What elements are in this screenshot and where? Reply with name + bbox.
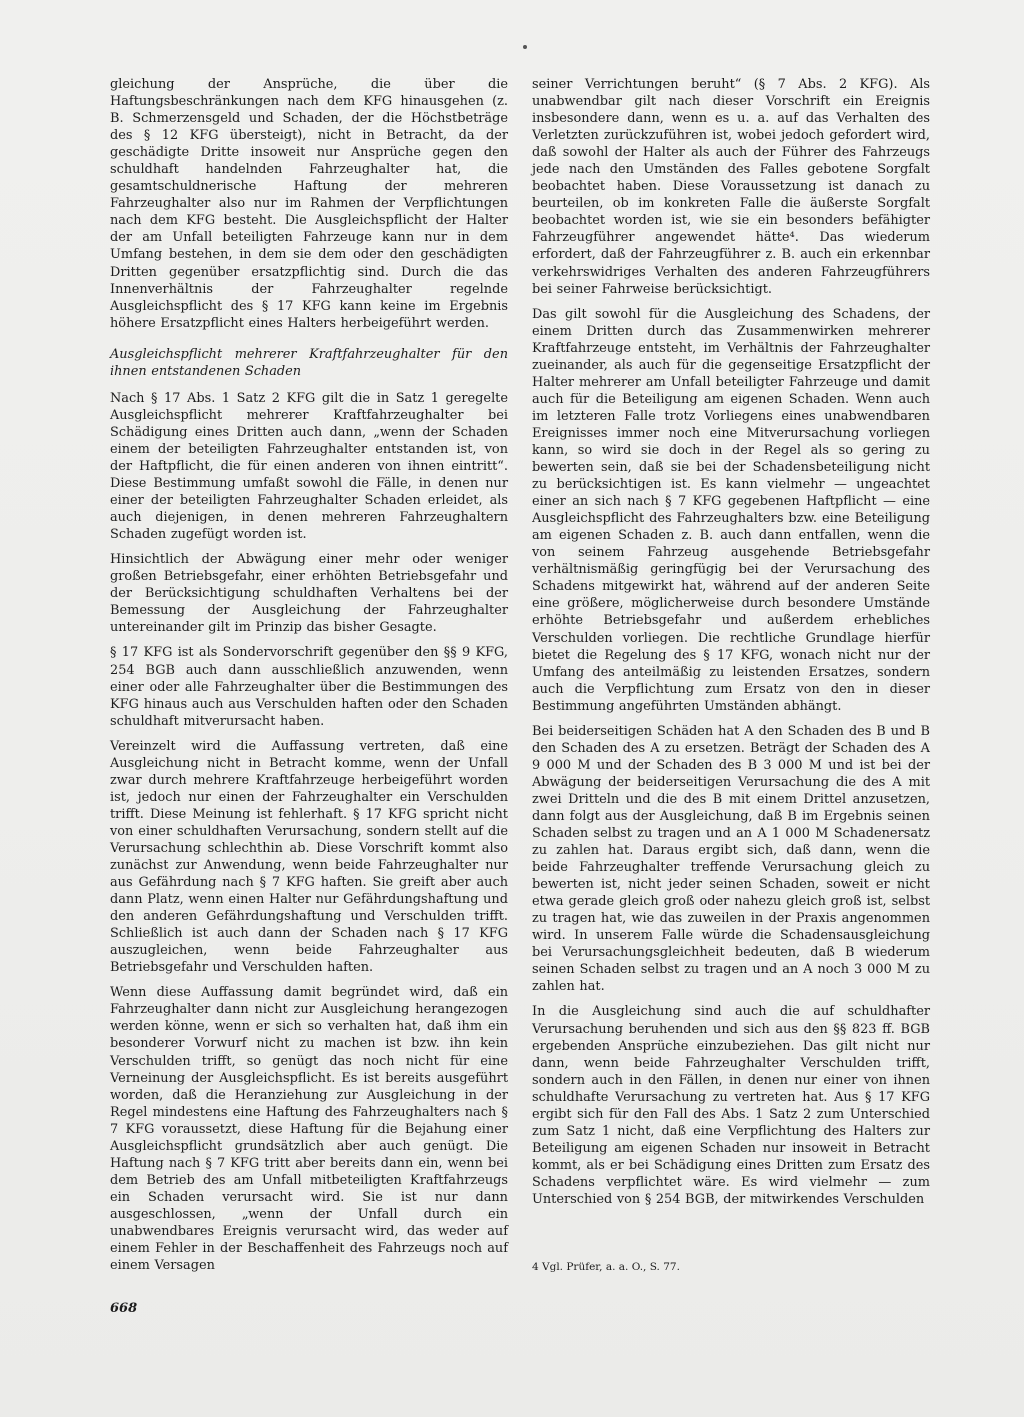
section-heading: Ausgleichspflicht mehrerer Kraftfahrzeughalter für den ihnen entstandenen Schaden <box>110 346 508 379</box>
paragraph: Bei beiderseitigen Schäden hat A den Schaden des B und B den Schaden des A zu ersetzen. Beträgt der Schaden des A 9 000 M und der Schaden des B 3 000 M und ist bei der Abwägung der beiderseitigen Verursachung die des A mit zwei Dritteln und die des B mit einem Drittel anzusetzen, dann folgt aus der Ausgleichung, daß B im Ergebnis seinen Schaden selbst zu tragen und an A 1 000 M Schadenersatz zu zahlen hat. Daraus ergibt sich, daß dann, wenn die beide Fahrzeughalter treffende Verursachung gleich zu bewerten ist, nicht jeder seinen Schaden, soweit er nicht etwa gerade gleich groß oder nahezu gleich groß ist, selbst zu tragen hat, wie das zuweilen in der Praxis angenommen wird. In unserem Falle würde die Schadensausgleichung bei Verursachungsgleichheit bedeuten, daß B wiederum seinen Schaden selbst zu tragen und an A noch 3 000 M zu zahlen hat. <box>532 723 930 995</box>
page-number: 668 <box>110 1301 138 1316</box>
paragraph: Hinsichtlich der Abwägung einer mehr oder weniger großen Betriebsgefahr, einer erhöhten Betriebsgefahr und der Berücksichtigung schuldhaften Verhaltens bei der Bemessung der Ausgleichung der Fahrzeughalter untereinander gilt im Prinzip das bisher Gesagte. <box>110 552 508 636</box>
paragraph: Vereinzelt wird die Auffassung vertreten, daß eine Ausgleichung nicht in Betracht komme, wenn der Unfall zwar durch mehrere Kraftfahrzeuge herbeigeführt worden ist, jedoch nur einen der Fahrzeughalter ein Verschulden trifft. Diese Meinung ist fehlerhaft. § 17 KFG spricht nicht von einer schuldhaften Verursachung, sondern stellt auf die Verursachung schlechthin ab. Diese Vorschrift kommt also zunächst zur Anwendung, wenn beide Fahrzeughalter nur aus Gefährdung nach § 7 KFG haften. Sie greift aber auch dann Platz, wenn einen Halter nur Gefährdungshaftung und den anderen Gefährdungshaftung und Verschulden trifft. Schließlich ist auch dann der Schaden nach § 17 KFG auszugleichen, wenn beide Fahrzeughalter aus Betriebsgefahr und Verschulden haften. <box>110 738 508 976</box>
paragraph: Wenn diese Auffassung damit begründet wird, daß ein Fahrzeughalter dann nicht zur Ausgleichung herangezogen werden könne, wenn er sich so verhalten hat, daß ihm ein besonderer Vorwurf nicht zu machen ist bzw. ihn kein Verschulden trifft, so genügt das noch nicht für eine Verneinung der Ausgleichspflicht. Es ist bereits ausgeführt worden, daß die Heranziehung zur Ausgleichung in der Regel mindestens eine Haftung des Fahrzeughalters nach § 7 KFG voraussetzt, diese Haftung für die Bejahung einer Ausgleichspflicht grundsätzlich aber auch genügt. Die Haftung nach § 7 KFG tritt aber bereits dann ein, wenn bei dem Betrieb des am Unfall mitbeteiligten Kraftfahrzeugs ein Schaden verursacht wird. Sie ist nur dann ausgeschlossen, „wenn der Unfall durch ein unabwendbares Ereignis verursacht wird, das weder auf einem Fehler in der Beschaffenheit des Fahrzeugs noch auf einem Versagen <box>110 985 508 1274</box>
paragraph: seiner Verrichtungen beruht“ (§ 7 Abs. 2 KFG). Als unabwendbar gilt nach dieser Vorschrift ein Ereignis insbesondere dann, wenn es u. a. auf das Verhalten des Verletzten zurückzuführen ist, wobei jedoch gefordert wird, daß sowohl der Halter als auch der Führer des Fahrzeugs jede nach den Umständen des Falles gebotene Sorgfalt beobachtet haben. Diese Voraussetzung ist danach zu beurteilen, ob im konkreten Falle die äußerste Sorgfalt beobachtet worden ist, wie sie ein besonders befähigter Fahrzeugführer angewendet hätte⁴. Das wiederum erfordert, daß der Fahrzeugführer z. B. auch ein erkennbar verkehrswidriges Verhalten des anderen Fahrzeugführers bei seiner Fahrweise berücksichtigt. <box>532 77 930 297</box>
paragraph: Nach § 17 Abs. 1 Satz 2 KFG gilt die in Satz 1 geregelte Ausgleichspflicht mehrerer Kraftfahrzeughalter bei Schädigung eines Dritten auch dann, „wenn der Schaden einem der beteiligten Fahrzeughalter entstanden ist, von der Haftpflicht, die für einen anderen von ihnen eintritt“. Diese Bestimmung umfaßt sowohl die Fälle, in denen nur einer der beteiligten Fahrzeughalter Schaden erleidet, als auch diejenigen, in denen mehreren Fahrzeughaltern Schaden zugefügt worden ist. <box>110 390 508 543</box>
right-column <box>532 76 930 1216</box>
footnote: 4 Vgl. Prüfer, a. a. O., S. 77. <box>532 1261 680 1273</box>
print-speck <box>523 45 527 49</box>
paragraph: § 17 KFG ist als Sondervorschrift gegenüber den §§ 9 KFG, 254 BGB auch dann ausschließlich anzuwenden, wenn einer oder alle Fahrzeughalter über die Bestimmungen des KFG hinaus auch aus Verschulden haften oder den Schaden schuldhaft mitverursacht haben. <box>110 645 508 729</box>
paragraph: In die Ausgleichung sind auch die auf schuldhafter Verursachung beruhenden und sich aus den §§ 823 ff. BGB ergebenden Ansprüche einzubeziehen. Das gilt nicht nur dann, wenn beide Fahrzeughalter Verschulden trifft, sondern auch in den Fällen, in denen nur einer von ihnen schuldhafte Verursachung zu vertreten hat. Aus § 17 KFG ergibt sich für den Fall des Abs. 1 Satz 2 zum Unterschied zum Satz 1 nicht, daß eine Verpflichtung des Halters zur Beteiligung am eigenen Schaden nur insoweit in Betracht kommt, als er bei Schädigung eines Dritten zum Ersatz des Schadens verpflichtet wäre. Es wird vielmehr — zum Unterschied von § 254 BGB, der mitwirkendes Verschulden <box>532 1004 930 1207</box>
paragraph: gleichung der Ansprüche, die über die Haftungsbeschränkungen nach dem KFG hinausgehen (z. B. Schmerzensgeld und Schaden, der die Höchstbeträge des § 12 KFG übersteigt), nicht in Betracht, da der geschädigte Dritte insoweit nur Ansprüche gegen den schuldhaft handelnden Fahrzeughalter hat, die gesamtschuldnerische Haftung der mehreren Fahrzeughalter also nur im Rahmen der Verpflichtungen nach dem KFG besteht. Die Ausgleichspflicht der Halter der am Unfall beteiligten Fahrzeuge kann nur in dem Umfang bestehen, in dem sie dem oder den geschädigten Dritten gegenüber ersatzpflichtig sind. Durch die das Innenverhältnis der Fahrzeughalter regelnde Ausgleichspflicht des § 17 KFG kann keine im Ergebnis höhere Ersatzpflicht eines Halters herbeigeführt werden. <box>110 77 508 331</box>
left-column <box>110 76 508 1282</box>
paragraph: Das gilt sowohl für die Ausgleichung des Schadens, der einem Dritten durch das Zusammenwirken mehrerer Kraftfahrzeuge entsteht, im Verhältnis der Fahrzeughalter zueinander, als auch für die gegenseitige Ersatzpflicht der Halter mehrerer am Unfall beteiligter Fahrzeuge und damit auch für die Beteiligung am eigenen Schaden. Wenn auch im letzteren Falle trotz Vorliegens eines unabwendbaren Ereignisses immer noch eine Mitverursachung vorliegen kann, so wird sie doch in der Regel als so gering zu bewerten sein, daß sie bei der Schadensbeteiligung nicht zu berücksichtigen ist. Es kann vielmehr — ungeachtet einer an sich nach § 7 KFG gegebenen Haftpflicht — eine Ausgleichspflicht des Fahrzeughalters bzw. eine Beteiligung am eigenen Schaden z. B. auch dann entfallen, wenn die von seinem Fahrzeug ausgehende Betriebsgefahr verhältnismäßig geringfügig bei der Verursachung des Schadens mitgewirkt hat, während auf der anderen Seite eine größere, möglicherweise durch besondere Umstände erhöhte Betriebsgefahr und außerdem erhebliches Verschulden vorliegen. Die rechtliche Grundlage hierfür bietet die Regelung des § 17 KFG, wonach nicht nur der Umfang des anteilmäßig zu leistenden Ersatzes, sondern auch die Verpflichtung zum Ersatz von den in dieser Bestimmung angeführten Umständen abhängt. <box>532 306 930 714</box>
